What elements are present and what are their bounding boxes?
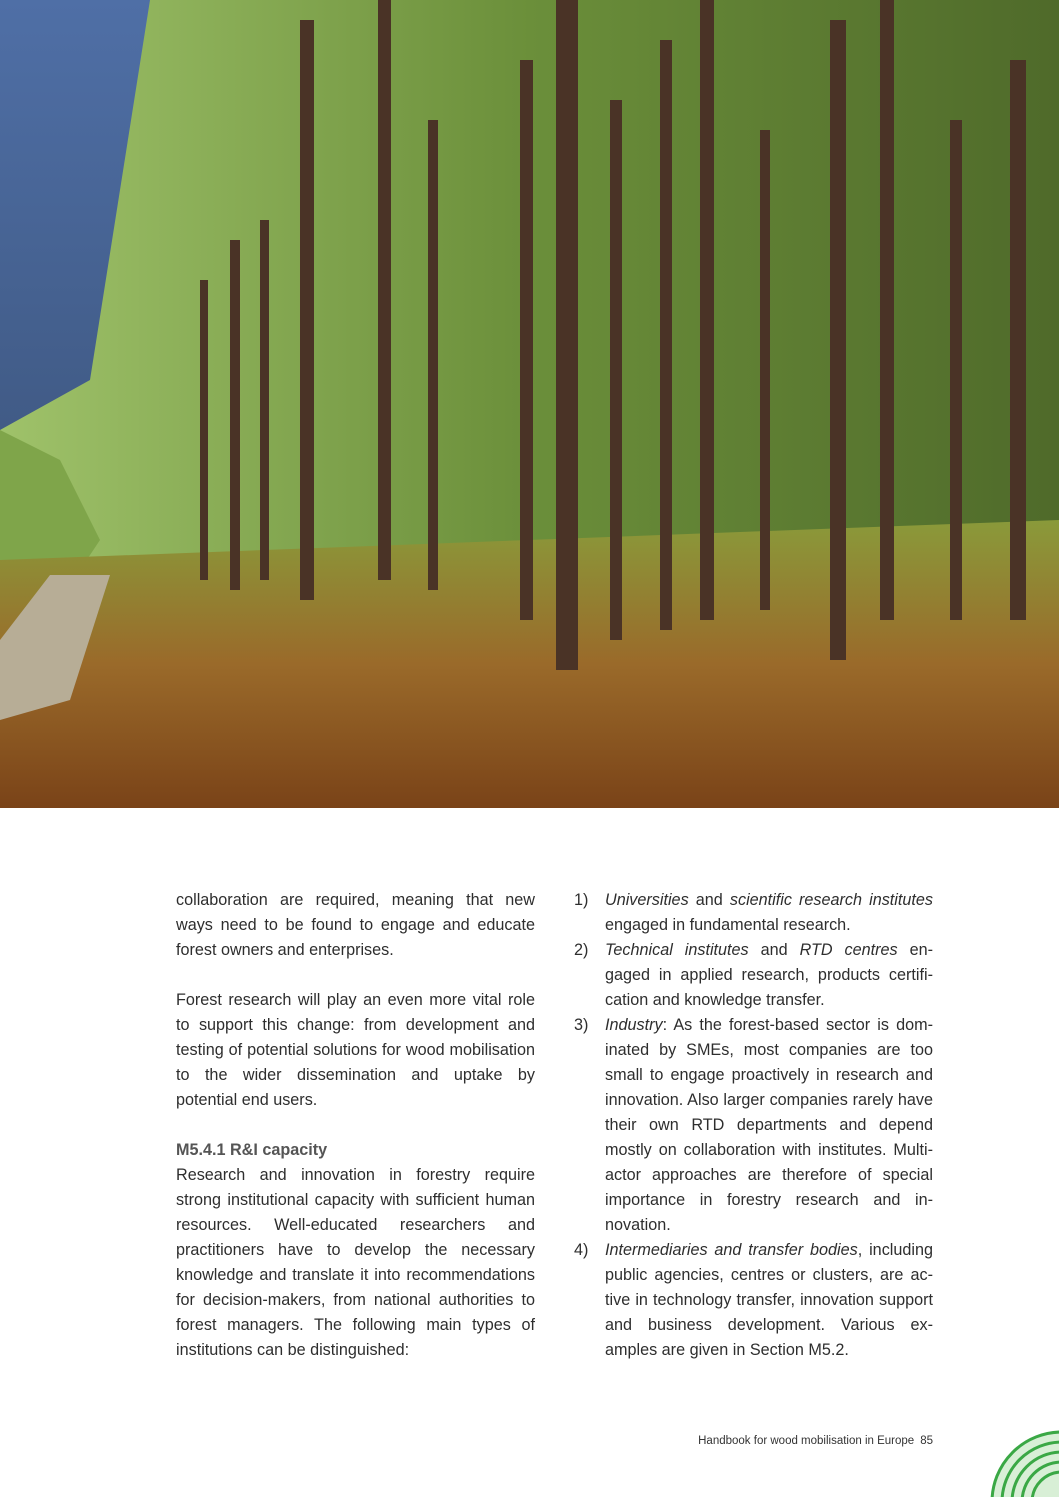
list-description: : As the forest-based sector is dominated by SMEs, most companies are too small to engage proactively in research and innovation. Also larger companies rarely have their own RTD departments and depend mostly on collaboration with institutes. Multi-actor approaches are therefore of special importance in forestry research and innovation.: [605, 1016, 933, 1234]
paragraph-forest-research: Forest research will play an even more vital role to support this change: from development and testing of potential solutions for wood mobilisation to the wider dissemination and uptake by potential end users.: [176, 991, 535, 1109]
tree-rings-icon: [990, 1430, 1059, 1497]
list-item: [574, 938, 933, 1013]
list-term: Intermediaries and transfer bodies: [605, 1241, 858, 1259]
section-heading: M5.4.1 R&I capacity: [176, 1141, 328, 1159]
paragraph-collaboration: collaboration are required, meaning that new ways need to be found to engage and educate forest owners and enterprises.: [176, 891, 535, 959]
list-item: [574, 1013, 933, 1238]
paragraph-rni-capacity: Research and innovation in forestry require strong institutional capacity with sufficient human resources. Well-educated researchers and practitioners have to develop the necessary knowledge and translate it into recommendations for decision-makers, from national authorities to forest managers. The following main types of institutions can be distinguished:: [176, 1166, 535, 1359]
list-number: 1): [574, 891, 589, 909]
list-term: RTD centres: [799, 941, 898, 959]
list-description: , including public agencies, centres or clusters, are active in technology transfer, innovation support and business development. Various examples are given in Section M5.2.: [605, 1241, 933, 1359]
tree-rings-graphic: [990, 1430, 1059, 1497]
list-number: 4): [574, 1241, 589, 1259]
list-description: engaged in fundamental research.: [605, 916, 851, 934]
list-term: Technical institutes: [605, 941, 749, 959]
institution-types-list: [574, 888, 933, 1363]
list-term: Universities: [605, 891, 689, 909]
list-description: engaged in applied research, products certification and knowledge transfer.: [605, 941, 933, 1009]
list-number: 2): [574, 941, 589, 959]
list-connector: and: [748, 941, 800, 959]
footer-title: Handbook for wood mobilisation in Europe: [698, 1435, 915, 1447]
page-footer: [698, 1435, 933, 1447]
page-number: 85: [920, 1435, 933, 1447]
list-connector: and: [688, 891, 730, 909]
list-term: scientific research institutes: [729, 891, 933, 909]
list-term: Industry: [605, 1016, 663, 1034]
list-number: 3): [574, 1016, 589, 1034]
list-item: [574, 1238, 933, 1363]
left-column: [176, 888, 535, 1363]
list-item: [574, 888, 933, 938]
